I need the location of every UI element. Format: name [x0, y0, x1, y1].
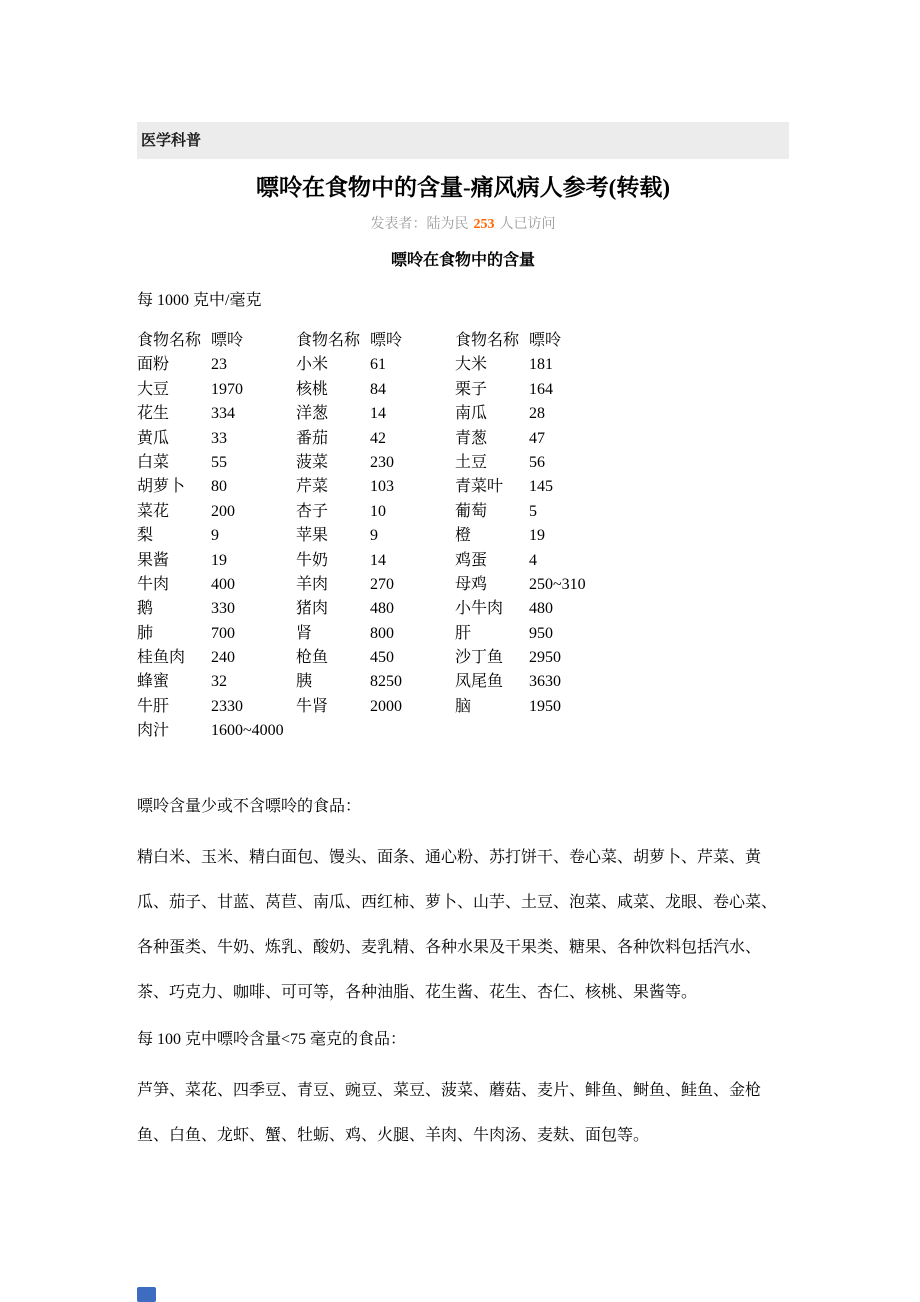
- column-header-purine: 嘌呤: [370, 332, 403, 349]
- purine-value: 2950: [529, 649, 561, 667]
- document-content: [137, 0, 789, 1158]
- purine-value: 10: [370, 502, 386, 520]
- purine-value: 1600~4000: [211, 722, 284, 740]
- column-header-purine: 嘌呤: [529, 332, 562, 349]
- table-header-row: [137, 329, 296, 353]
- food-name: 洋葱: [296, 405, 329, 423]
- table-row: [137, 378, 296, 402]
- purine-value: 61: [370, 356, 386, 374]
- table-row: [296, 597, 455, 621]
- food-name: 白菜: [137, 453, 170, 471]
- table-row: [296, 549, 455, 573]
- table-row: [137, 573, 296, 597]
- column-header-purine: 嘌呤: [211, 332, 244, 349]
- table-row: [455, 597, 614, 621]
- food-name: 青葱: [455, 429, 488, 447]
- food-name: 葡萄: [455, 502, 488, 520]
- table-row: [455, 573, 614, 597]
- food-name: 肉汁: [137, 722, 170, 740]
- food-name: 牛肝: [137, 697, 170, 715]
- purine-value: 1950: [529, 697, 561, 715]
- food-name: 凤尾鱼: [455, 673, 504, 691]
- purine-value: 103: [370, 478, 394, 496]
- food-name: 肝: [455, 624, 472, 642]
- table-row: [137, 475, 296, 499]
- purine-value: 56: [529, 453, 545, 471]
- purine-value: 9: [370, 527, 378, 545]
- table-row: [296, 475, 455, 499]
- purine-value: 55: [211, 453, 227, 471]
- food-name: 猪肉: [296, 600, 329, 618]
- food-name: 大豆: [137, 380, 170, 398]
- low-purine-food-list: 精白米、玉米、精白面包、馒头、面条、通心粉、苏打饼干、卷心菜、胡萝卜、芹菜、黄瓜、茄子、甘蓝、莴苣、南瓜、西红柿、萝卜、山芋、土豆、泡菜、咸菜、龙眼、卷心菜、各种蛋类、牛奶、炼乳、酸奶、麦乳精、各种水果及干果类、糖果、各种饮料包括汽水、茶、巧克力、咖啡、可可等，各种油脂、花生酱、花生、杏仁、核桃、果酱等。: [137, 848, 778, 1001]
- category-label: 医学科普: [141, 132, 202, 149]
- purine-value: 9: [211, 527, 219, 545]
- table-row: [455, 695, 614, 719]
- food-name: 鹅: [137, 600, 154, 618]
- table-row: [455, 549, 614, 573]
- food-name: 芹菜: [296, 478, 329, 496]
- column-header-food: 食物名称: [137, 332, 202, 349]
- food-name: 桂鱼肉: [137, 649, 186, 667]
- visit-count: 253: [473, 217, 495, 232]
- food-name: 菜花: [137, 502, 170, 520]
- purine-food-table: [137, 329, 789, 744]
- purine-value: 4: [529, 551, 537, 569]
- table-row: [137, 622, 296, 646]
- food-name: 牛奶: [296, 551, 329, 569]
- under-75mg-section-label: 每 100 克中嘌呤含量<75 毫克的食品：: [137, 1030, 407, 1048]
- food-table-column-2: [296, 329, 455, 744]
- food-name: 青菜叶: [455, 478, 504, 496]
- purine-value: 14: [370, 405, 386, 423]
- table-row: [455, 670, 614, 694]
- purine-value: 32: [211, 673, 227, 691]
- category-header-bar: [137, 122, 789, 159]
- food-name: 核桃: [296, 380, 329, 398]
- food-name: 杏子: [296, 502, 329, 520]
- byline-author: 发表者：陆为民: [370, 217, 469, 232]
- purine-value: 19: [529, 527, 545, 545]
- food-name: 蜂蜜: [137, 673, 170, 691]
- food-name: 大米: [455, 356, 488, 374]
- food-name: 牛肾: [296, 697, 329, 715]
- table-row: [296, 695, 455, 719]
- purine-value: 230: [370, 453, 394, 471]
- table-row: [296, 500, 455, 524]
- purine-value: 80: [211, 478, 227, 496]
- table-row: [137, 524, 296, 548]
- purine-value: 3630: [529, 673, 561, 691]
- table-row: [455, 646, 614, 670]
- unit-note: 每 1000 克中/毫克: [137, 292, 262, 309]
- purine-value: 5: [529, 502, 537, 520]
- table-row: [296, 402, 455, 426]
- food-name: 羊肉: [296, 575, 329, 593]
- food-name: 菠菜: [296, 453, 329, 471]
- byline-suffix: 人已访问: [499, 217, 556, 232]
- table-row: [137, 451, 296, 475]
- table-row: [296, 524, 455, 548]
- under-75mg-food-list: 芦笋、菜花、四季豆、青豆、豌豆、菜豆、菠菜、蘑菇、麦片、鲱鱼、鲥鱼、鲑鱼、金枪鱼、白鱼、龙虾、蟹、牡蛎、鸡、火腿、羊肉、牛肉汤、麦麸、面包等。: [137, 1081, 762, 1144]
- table-row: [455, 451, 614, 475]
- byline: [137, 216, 789, 234]
- food-name: 栗子: [455, 380, 488, 398]
- table-row: [455, 353, 614, 377]
- table-row: [455, 402, 614, 426]
- purine-value: 23: [211, 356, 227, 374]
- food-name: 南瓜: [455, 405, 488, 423]
- purine-value: 480: [370, 600, 394, 618]
- table-row: [296, 353, 455, 377]
- purine-value: 33: [211, 429, 227, 447]
- purine-value: 334: [211, 405, 235, 423]
- column-header-food: 食物名称: [455, 332, 520, 349]
- food-table-column-1: [137, 329, 296, 744]
- table-row: [137, 597, 296, 621]
- purine-value: 164: [529, 380, 553, 398]
- table-row: [455, 378, 614, 402]
- table-row: [455, 427, 614, 451]
- table-row: [137, 427, 296, 451]
- food-name: 苹果: [296, 527, 329, 545]
- purine-value: 250~310: [529, 575, 586, 593]
- purine-value: 8250: [370, 673, 402, 691]
- purine-value: 181: [529, 356, 553, 374]
- food-table-column-3: [455, 329, 614, 744]
- food-name: 土豆: [455, 453, 488, 471]
- food-name: 牛肉: [137, 575, 170, 593]
- food-name: 胰: [296, 673, 313, 691]
- food-name: 母鸡: [455, 575, 488, 593]
- purine-value: 84: [370, 380, 386, 398]
- table-row: [296, 622, 455, 646]
- table-row: [137, 353, 296, 377]
- low-purine-section-label: 嘌呤含量少或不含嘌呤的食品：: [137, 797, 362, 815]
- table-title: 嘌呤在食物中的含量: [390, 252, 535, 269]
- purine-value: 200: [211, 502, 235, 520]
- table-header-row: [455, 329, 614, 353]
- purine-value: 450: [370, 649, 394, 667]
- table-row: [455, 475, 614, 499]
- purine-value: 270: [370, 575, 394, 593]
- food-name: 胡萝卜: [137, 478, 186, 496]
- column-header-food: 食物名称: [296, 332, 361, 349]
- food-name: 橙: [455, 527, 472, 545]
- food-name: 果酱: [137, 551, 170, 569]
- purine-value: 14: [370, 551, 386, 569]
- table-row: [137, 670, 296, 694]
- table-row: [455, 500, 614, 524]
- table-header-row: [296, 329, 455, 353]
- purine-value: 400: [211, 575, 235, 593]
- table-row: [296, 670, 455, 694]
- table-row: [137, 402, 296, 426]
- purine-value: 950: [529, 624, 553, 642]
- purine-value: 480: [529, 600, 553, 618]
- table-row: [137, 549, 296, 573]
- food-name: 面粉: [137, 356, 170, 374]
- food-name: 梨: [137, 527, 154, 545]
- food-name: 肺: [137, 624, 154, 642]
- food-name: 小米: [296, 356, 329, 374]
- table-row: [296, 646, 455, 670]
- food-name: 花生: [137, 405, 170, 423]
- food-name: 黄瓜: [137, 429, 170, 447]
- table-row: [455, 622, 614, 646]
- food-name: 枪鱼: [296, 649, 329, 667]
- page-bottom-blue-fragment: [137, 1287, 156, 1302]
- purine-value: 28: [529, 405, 545, 423]
- purine-value: 330: [211, 600, 235, 618]
- table-row: [296, 573, 455, 597]
- purine-value: 800: [370, 624, 394, 642]
- purine-value: 42: [370, 429, 386, 447]
- food-name: 小牛肉: [455, 600, 504, 618]
- table-row: [296, 378, 455, 402]
- food-name: 肾: [296, 624, 313, 642]
- table-row: [296, 427, 455, 451]
- table-row: [137, 500, 296, 524]
- food-name: 鸡蛋: [455, 551, 488, 569]
- purine-value: 145: [529, 478, 553, 496]
- table-row: [137, 695, 296, 719]
- table-row: [137, 719, 296, 743]
- purine-value: 2000: [370, 697, 402, 715]
- table-row: [455, 524, 614, 548]
- purine-value: 47: [529, 429, 545, 447]
- purine-value: 2330: [211, 697, 243, 715]
- purine-value: 1970: [211, 380, 243, 398]
- page-title: 嘌呤在食物中的含量-痛风病人参考(转载): [256, 175, 670, 200]
- purine-value: 19: [211, 551, 227, 569]
- table-row: [296, 451, 455, 475]
- food-name: 沙丁鱼: [455, 649, 504, 667]
- purine-value: 240: [211, 649, 235, 667]
- table-row: [137, 646, 296, 670]
- food-name: 脑: [455, 697, 472, 715]
- food-name: 番茄: [296, 429, 329, 447]
- purine-value: 700: [211, 624, 235, 642]
